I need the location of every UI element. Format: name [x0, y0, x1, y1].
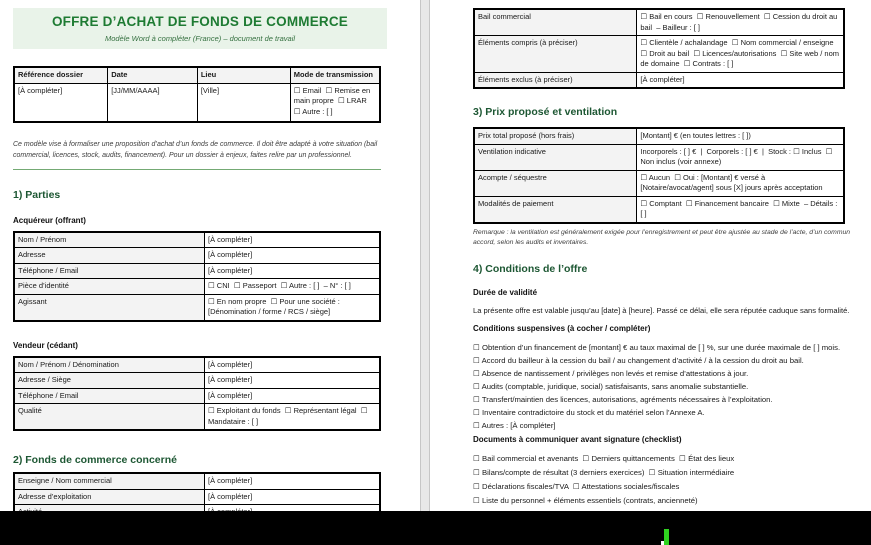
row-value-field[interactable]: [À compléter] [205, 373, 381, 389]
row-value-field[interactable]: ☐ CNI ☐ Passeport ☐ Autre : [ ] – N° : [ ] [205, 279, 381, 295]
meta-value-row [14, 83, 380, 122]
row-label: Téléphone / Email [14, 388, 205, 404]
row-value-field[interactable]: [À compléter] [637, 72, 844, 88]
meta-table [13, 66, 381, 123]
document-page-left [0, 0, 420, 511]
meta-field-transmission[interactable]: ☐ Email ☐ Remise en main propre ☐ LRAR ☐ Autre : [ ] [290, 83, 380, 122]
buyer-table [13, 231, 381, 322]
condition-item[interactable]: ☐ Accord du bailleur à la cession du bail / au changement d’activité / à la cession du droit au bail. [473, 355, 804, 365]
condition-item[interactable]: ☐ Audits (comptable, juridique, social) satisfaisants, sans anomalie substantielle. [473, 381, 749, 391]
row-label: Prix total proposé (hors frais) [474, 128, 637, 144]
row-value-field[interactable]: [À compléter] [205, 473, 381, 489]
page-gutter-divider [420, 0, 430, 511]
meta-header-transmission: Mode de transmission [290, 67, 380, 83]
condition-item[interactable]: ☐ Absence de nantissement / privilèges non levés et remise d’attestations à jour. [473, 368, 749, 378]
condition-item[interactable]: ☐ Transfert/maintien des licences, autorisations, agréments nécessaires à l’exploitation. [473, 394, 773, 404]
table-row [14, 473, 380, 489]
table-row [14, 248, 380, 264]
table-row [14, 489, 380, 505]
table-row [14, 279, 380, 295]
table-row [474, 128, 844, 144]
validity-text: La présente offre est valable jusqu’au [date] à [heure]. Passé ce délai, elle sera réputée caduque sans formalité. [473, 305, 850, 315]
row-value-field[interactable]: [À compléter] [205, 388, 381, 404]
business-table [473, 8, 845, 89]
table-row [474, 144, 844, 170]
table-row [14, 232, 380, 248]
price-table [473, 127, 845, 224]
row-label: Bail commercial [474, 9, 637, 36]
row-value-field[interactable]: [À compléter] [205, 489, 381, 505]
buyer-subheading: Acquéreur (offrant) [13, 215, 86, 225]
row-label: Téléphone / Email [14, 263, 205, 279]
row-label: Nom / Prénom [14, 232, 205, 248]
meta-header-reference: Référence dossier [14, 67, 108, 83]
table-row [474, 36, 844, 73]
document-title: OFFRE D’ACHAT DE FONDS DE COMMERCE [51, 14, 349, 29]
validity-subheading: Durée de validité [473, 287, 538, 297]
row-label: Pièce d’identité [14, 279, 205, 295]
row-label: Éléments compris (à préciser) [474, 36, 637, 73]
row-label: Qualité [14, 404, 205, 431]
title-banner [13, 8, 387, 49]
document-item[interactable]: ☐ Liste du personnel + éléments essentiels (contrats, ancienneté) [473, 495, 698, 505]
row-label: Ventilation indicative [474, 144, 637, 170]
row-value-field[interactable]: [Montant] € (en toutes lettres : [ ]) [637, 128, 844, 144]
row-value-field[interactable]: Incorporels : [ ] € | Corporels : [ ] € | Stock : ☐ Inclus ☐ Non inclus (voir annexe) [637, 144, 844, 170]
conditions-subheading: Conditions suspensives (à cocher / compléter) [473, 323, 651, 333]
meta-header-row [14, 67, 380, 83]
row-label: Adresse [14, 248, 205, 264]
document-subtitle: Modèle Word à compléter (France) – document de travail [104, 34, 296, 43]
meta-field-lieu[interactable]: [Ville] [197, 83, 290, 122]
table-row [474, 9, 844, 36]
row-label: Éléments exclus (à préciser) [474, 72, 637, 88]
section-2-heading: 2) Fonds de commerce concerné [13, 454, 177, 467]
green-cursor-indicator [664, 529, 669, 545]
table-row [14, 294, 380, 321]
table-row [474, 170, 844, 196]
row-value-field[interactable]: [À compléter] [205, 232, 381, 248]
row-label: Enseigne / Nom commercial [14, 473, 205, 489]
row-value-field[interactable]: [À compléter] [205, 263, 381, 279]
section-1-heading: 1) Parties [13, 188, 61, 201]
row-label: Modalités de paiement [474, 196, 637, 223]
condition-item[interactable]: ☐ Obtention d’un financement de [montant] € au taux maximal de [ ] %, sur une durée maximale de [ ] mois. [473, 342, 841, 352]
row-value-field[interactable]: ☐ Aucun ☐ Oui : [Montant] € versé à [Notaire/avocat/agent] sous [X] jours après acceptation [637, 170, 844, 196]
row-label: Nom / Prénom / Dénomination [14, 357, 205, 373]
intro-note: Ce modèle vise à formaliser une proposition d’achat d’un fonds de commerce. Il doit être adapté à votre situation (bail commercial, licences, stock, audits, financement). Pour un dossier à enjeux, faites relire par un professionnel. [13, 139, 381, 170]
table-row [14, 388, 380, 404]
seller-table [13, 356, 381, 432]
documents-checklist [473, 452, 871, 508]
table-row [474, 72, 844, 88]
meta-header-lieu: Lieu [197, 67, 290, 83]
row-value-field[interactable]: ☐ En nom propre ☐ Pour une société : [Dénomination / forme / RCS / siège] [205, 294, 381, 321]
meta-field-date[interactable]: [JJ/MM/AAAA] [108, 83, 198, 122]
suspensive-conditions-list [473, 341, 871, 432]
row-value-field[interactable]: ☐ Exploitant du fonds ☐ Représentant légal ☐ Mandataire : [ ] [205, 404, 381, 431]
document-item[interactable]: ☐ Déclarations fiscales/TVA ☐ Attestations sociales/fiscales [473, 481, 680, 491]
row-label: Acompte / séquestre [474, 170, 637, 196]
document-page-right [430, 0, 871, 511]
table-row [474, 196, 844, 223]
row-value-field[interactable]: [À compléter] [205, 248, 381, 264]
row-label: Agissant [14, 294, 205, 321]
documents-subheading: Documents à communiquer avant signature (checklist) [473, 434, 682, 444]
table-row [14, 357, 380, 373]
table-row [14, 373, 380, 389]
row-label: Adresse / Siège [14, 373, 205, 389]
row-value-field[interactable]: [À compléter] [205, 357, 381, 373]
document-item[interactable]: ☐ Bail commercial et avenants ☐ Derniers quittancements ☐ État des lieux [473, 453, 735, 463]
meta-header-date: Date [108, 67, 198, 83]
section-3-heading: 3) Prix proposé et ventilation [473, 106, 618, 118]
condition-item[interactable]: ☐ Autres : [À compléter] [473, 420, 556, 430]
seller-subheading: Vendeur (cédant) [13, 340, 78, 350]
table-row [14, 404, 380, 431]
document-item[interactable]: ☐ Bilans/compte de résultat (3 derniers exercices) ☐ Situation intermédiaire [473, 467, 735, 477]
row-value-field[interactable]: ☐ Bail en cours ☐ Renouvellement ☐ Cession du droit au bail – Bailleur : [ ] [637, 9, 844, 36]
condition-item[interactable]: ☐ Inventaire contradictoire du stock et du matériel selon l’Annexe A. [473, 407, 705, 417]
ventilation-remark: Remarque : la ventilation est généralement exigée pour l’enregistrement et peut être ajustée au stade de l’acte, d’un commun accord, selon les audits et inventaires. [473, 228, 851, 247]
table-row [14, 263, 380, 279]
section-4-heading: 4) Conditions de l’offre [473, 262, 588, 275]
row-value-field[interactable]: ☐ Comptant ☐ Financement bancaire ☐ Mixte – Détails : [ ] [637, 196, 844, 223]
row-label: Adresse d’exploitation [14, 489, 205, 505]
bottom-black-bar [0, 511, 871, 545]
meta-field-reference[interactable]: [À compléter] [14, 83, 108, 122]
row-value-field[interactable]: ☐ Clientèle / achalandage ☐ Nom commercial / enseigne ☐ Droit au bail ☐ Licences/autorisations ☐ Site web / nom de domaine ☐ Contrats : [ ] [637, 36, 844, 73]
